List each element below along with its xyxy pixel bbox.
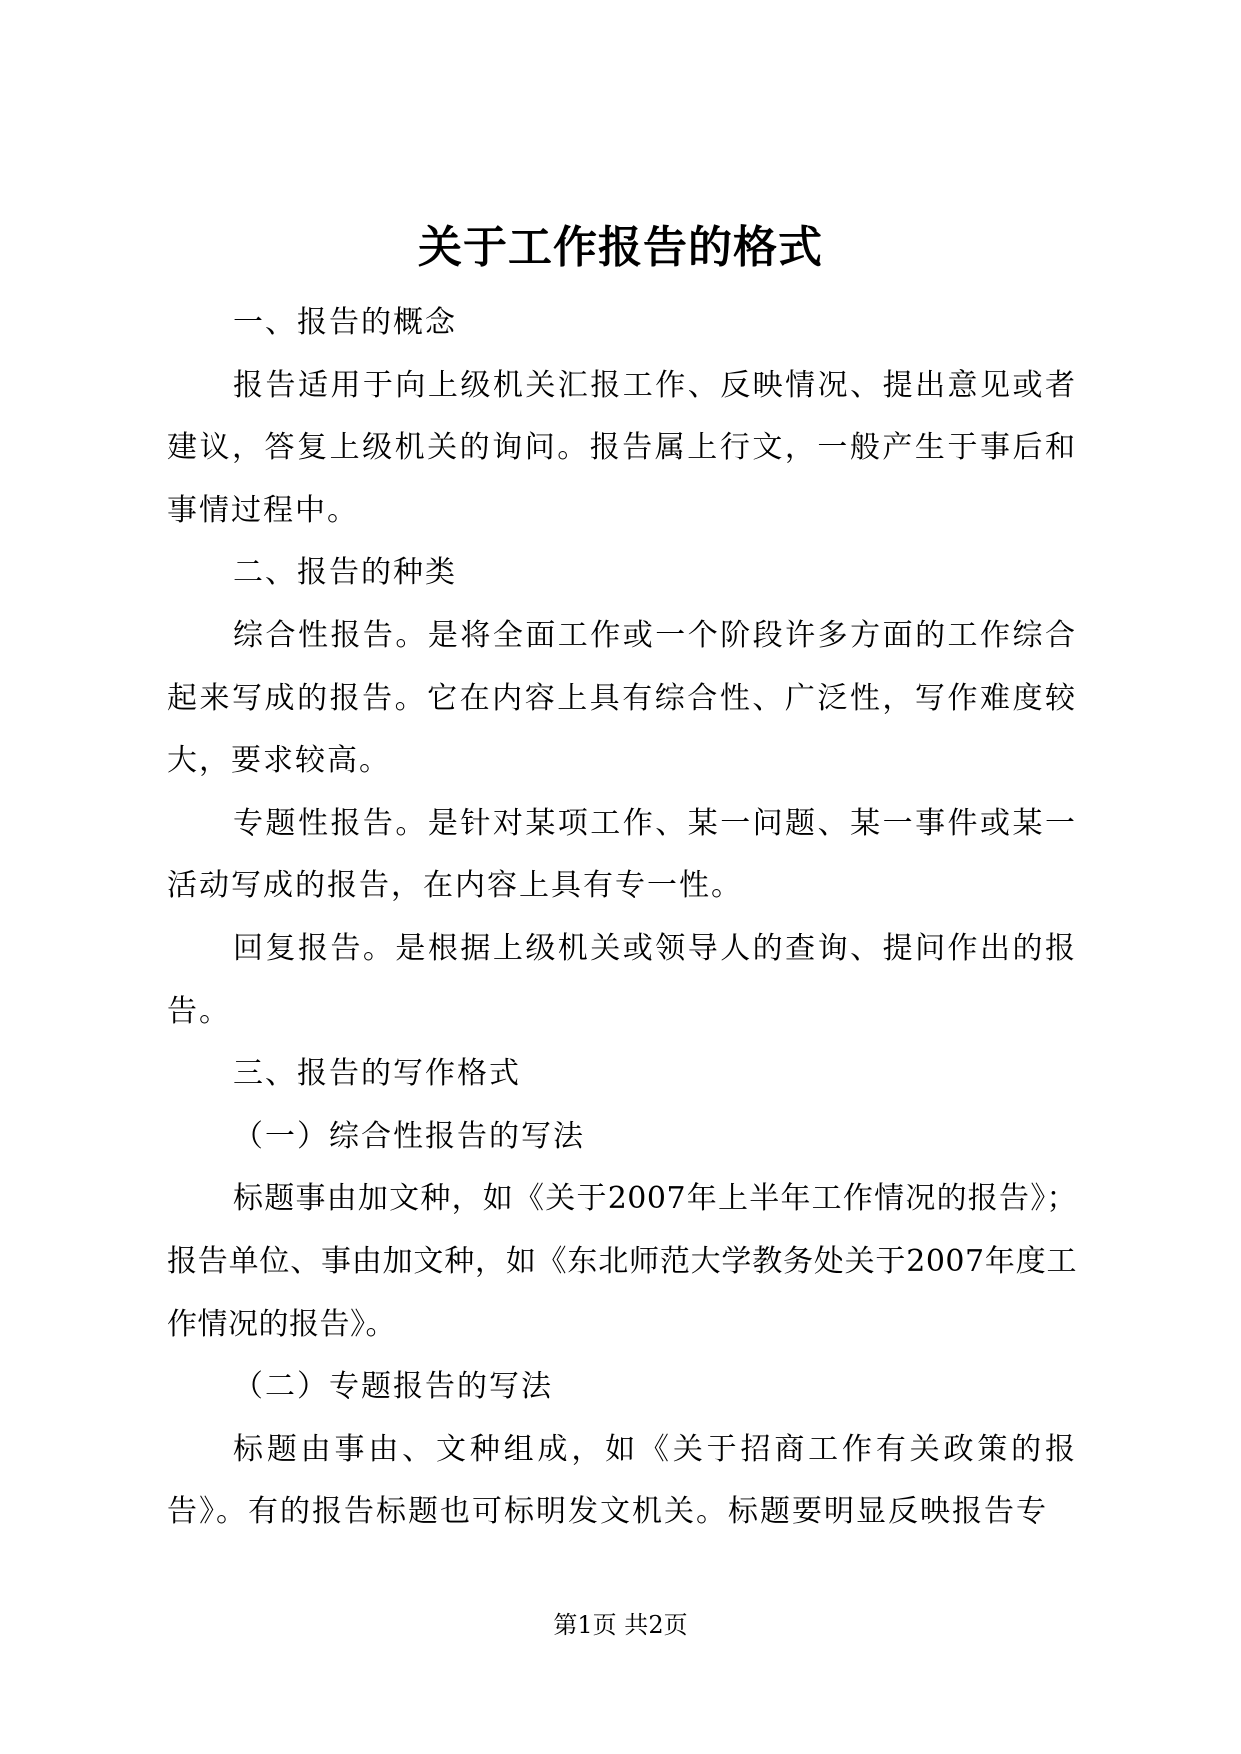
document-body	[167, 292, 1077, 1544]
paragraph-comprehensive-report: 综合性报告。是将全面工作或一个阶段许多方面的工作综合起来写成的报告。它在内容上具有综合性、广泛性，写作难度较大，要求较高。	[167, 617, 1077, 779]
paragraph-reply-report: 回复报告。是根据上级机关或领导人的查询、提问作出的报告。	[167, 930, 1077, 1029]
footer-mid: 页 共	[592, 1611, 649, 1639]
paragraph-concept-definition: 报告适用于向上级机关汇报工作、反映情况、提出意见或者建议，答复上级机关的询问。报告属上行文，一般产生于事后和事情过程中。	[167, 367, 1077, 528]
footer-total-pages: 2	[648, 1611, 664, 1639]
paragraph-special-report: 专题性报告。是针对某项工作、某一问题、某一事件或某一活动写成的报告，在内容上具有专一性。	[167, 805, 1077, 904]
paragraph-special-title-format: 标题由事由、文种组成，如《关于招商工作有关政策的报告》。有的报告标题也可标明发文机关。标题要明显反映报告专	[167, 1431, 1077, 1530]
footer-suffix: 页	[663, 1611, 688, 1639]
paragraph-comprehensive-title-format: 标题事由加文种，如《关于2007年上半年工作情况的报告》；报告单位、事由加文种，如《东北师范大学教务处关于2007年度工作情况的报告》。	[167, 1181, 1077, 1342]
document-title: 关于工作报告的格式	[418, 222, 823, 273]
section-heading-format: 三、报告的写作格式	[233, 1056, 521, 1092]
footer-prefix: 第	[553, 1611, 578, 1639]
subsection-heading-special: （二）专题报告的写法	[233, 1369, 553, 1405]
footer-current-page: 1	[577, 1611, 593, 1639]
section-heading-concept: 一、报告的概念	[233, 305, 457, 340]
page-footer	[0, 1610, 1241, 1640]
subsection-heading-comprehensive: （一）综合性报告的写法	[233, 1118, 585, 1154]
section-heading-types: 二、报告的种类	[233, 555, 457, 591]
